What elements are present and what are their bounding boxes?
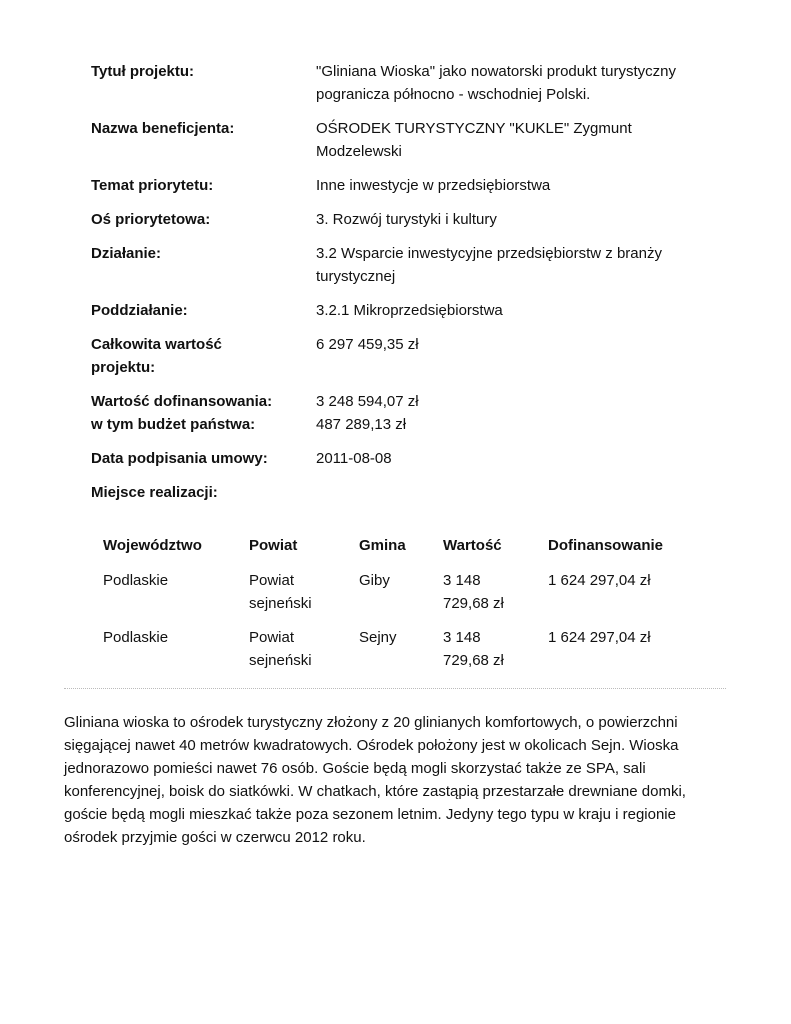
project-description: Gliniana wioska to ośrodek turystyczny złożony z 20 glinianych komfortowych, o powierzchni sięgającej nawet 40 metrów kwadratowych. Ośrodek położony jest w okolicach Sejn. Wioska jednorazowo pomieści nawet 76 osób. Goście będą mogli skorzystać także ze SPA, sali konferencyjnej, boisk do siatkówki. W chatkach, które zastąpią przestarzałe drewniane domki, goście będą mogli mieszkać także poza sezonem letnim. Jedyny tego typu w kraju i regionie ośrodek przyjmie gości w czerwcu 2012 roku.: [64, 714, 686, 846]
location-heading: Miejsce realizacji:: [91, 484, 218, 501]
cell-value-text: 3 148 729,68 zł: [443, 629, 504, 669]
field-value: [316, 60, 721, 106]
field-label-line: Całkowita wartość: [91, 336, 222, 353]
field-label: [91, 242, 316, 288]
field-label: [91, 447, 316, 470]
cell-commune: Giby: [359, 572, 390, 589]
cell-voivodeship: Podlaskie: [103, 629, 169, 646]
field-row-title: [91, 60, 721, 106]
field-value-line: pogranicza północno - wschodniej Polski.: [316, 86, 591, 103]
field-value: [316, 174, 721, 197]
column-header-commune: Gmina: [359, 537, 406, 554]
field-row-beneficiary: [91, 117, 721, 163]
field-value-line: "Gliniana Wioska" jako nowatorski produkt turystyczny: [316, 63, 676, 80]
column-header-voivodeship: Województwo: [103, 537, 202, 554]
table-row: [103, 569, 703, 626]
field-row-priority-axis: [91, 208, 721, 231]
dotted-divider: [64, 688, 726, 689]
field-label-line: Oś priorytetowa:: [91, 211, 211, 228]
cell-commune: Sejny: [359, 629, 397, 646]
field-label-line: Tytuł projektu:: [91, 63, 195, 80]
field-value: [316, 117, 721, 163]
table-row: [103, 626, 703, 683]
field-row-priority-topic: [91, 174, 721, 197]
cell-cofinancing: 1 624 297,04 zł: [548, 629, 651, 646]
field-label: [91, 60, 316, 106]
project-info-table: [91, 60, 721, 504]
cell-cofinancing: 1 624 297,04 zł: [548, 572, 651, 589]
column-header-cofinancing: Dofinansowanie: [548, 537, 664, 554]
field-label-line: Data podpisania umowy:: [91, 450, 268, 467]
field-label-line: w tym budżet państwa:: [91, 416, 256, 433]
field-label-line: projektu:: [91, 359, 156, 376]
column-header-value: Wartość: [443, 537, 502, 554]
cell-county-text: Powiat sejneński: [249, 572, 312, 612]
field-value: [316, 299, 721, 322]
field-label: [91, 117, 316, 163]
location-table-header-row: [103, 534, 703, 569]
field-label-line: Działanie:: [91, 245, 162, 262]
field-value-line: 2011-08-08: [316, 450, 392, 467]
cell-county: [249, 569, 359, 626]
cell-voivodeship: Podlaskie: [103, 572, 169, 589]
cell-value: [443, 626, 548, 683]
field-label: [91, 390, 316, 436]
field-label-line: Nazwa beneficjenta:: [91, 120, 235, 137]
field-value: [316, 390, 721, 436]
field-value: [316, 242, 721, 288]
field-value-line: 3. Rozwój turystyki i kultury: [316, 211, 497, 228]
field-value-line: 3 248 594,07 zł: [316, 393, 419, 410]
location-table: [103, 534, 703, 683]
field-value-line: 3.2 Wsparcie inwestycyjne przedsiębiorstw z branży: [316, 245, 662, 262]
field-row-total-value: [91, 333, 721, 379]
field-row-cofinancing: [91, 390, 721, 436]
field-value-line: Inne inwestycje w przedsiębiorstwa: [316, 177, 551, 194]
field-value-line: 487 289,13 zł: [316, 416, 407, 433]
field-row-submeasure: [91, 299, 721, 322]
field-value-line: OŚRODEK TURYSTYCZNY "KUKLE" Zygmunt: [316, 120, 632, 137]
cell-county: [249, 626, 359, 683]
cell-county-text: Powiat sejneński: [249, 629, 312, 669]
field-label: [91, 208, 316, 231]
field-value: [316, 208, 721, 231]
cell-value-text: 3 148 729,68 zł: [443, 572, 504, 612]
field-value: [316, 447, 721, 470]
field-row-signing-date: [91, 447, 721, 470]
field-value-line: 3.2.1 Mikroprzedsiębiorstwa: [316, 302, 503, 319]
field-label: [91, 299, 316, 322]
field-label: [91, 174, 316, 197]
field-label: [91, 333, 316, 379]
field-label-line: Wartość dofinansowania:: [91, 393, 273, 410]
field-label-line: Temat priorytetu:: [91, 177, 214, 194]
field-value: [316, 333, 721, 379]
field-value-line: turystycznej: [316, 268, 396, 285]
column-header-county: Powiat: [249, 537, 298, 554]
field-value-line: 6 297 459,35 zł: [316, 336, 419, 353]
cell-value: [443, 569, 548, 626]
field-row-measure: [91, 242, 721, 288]
field-label-line: Poddziałanie:: [91, 302, 188, 319]
field-value-line: Modzelewski: [316, 143, 402, 160]
